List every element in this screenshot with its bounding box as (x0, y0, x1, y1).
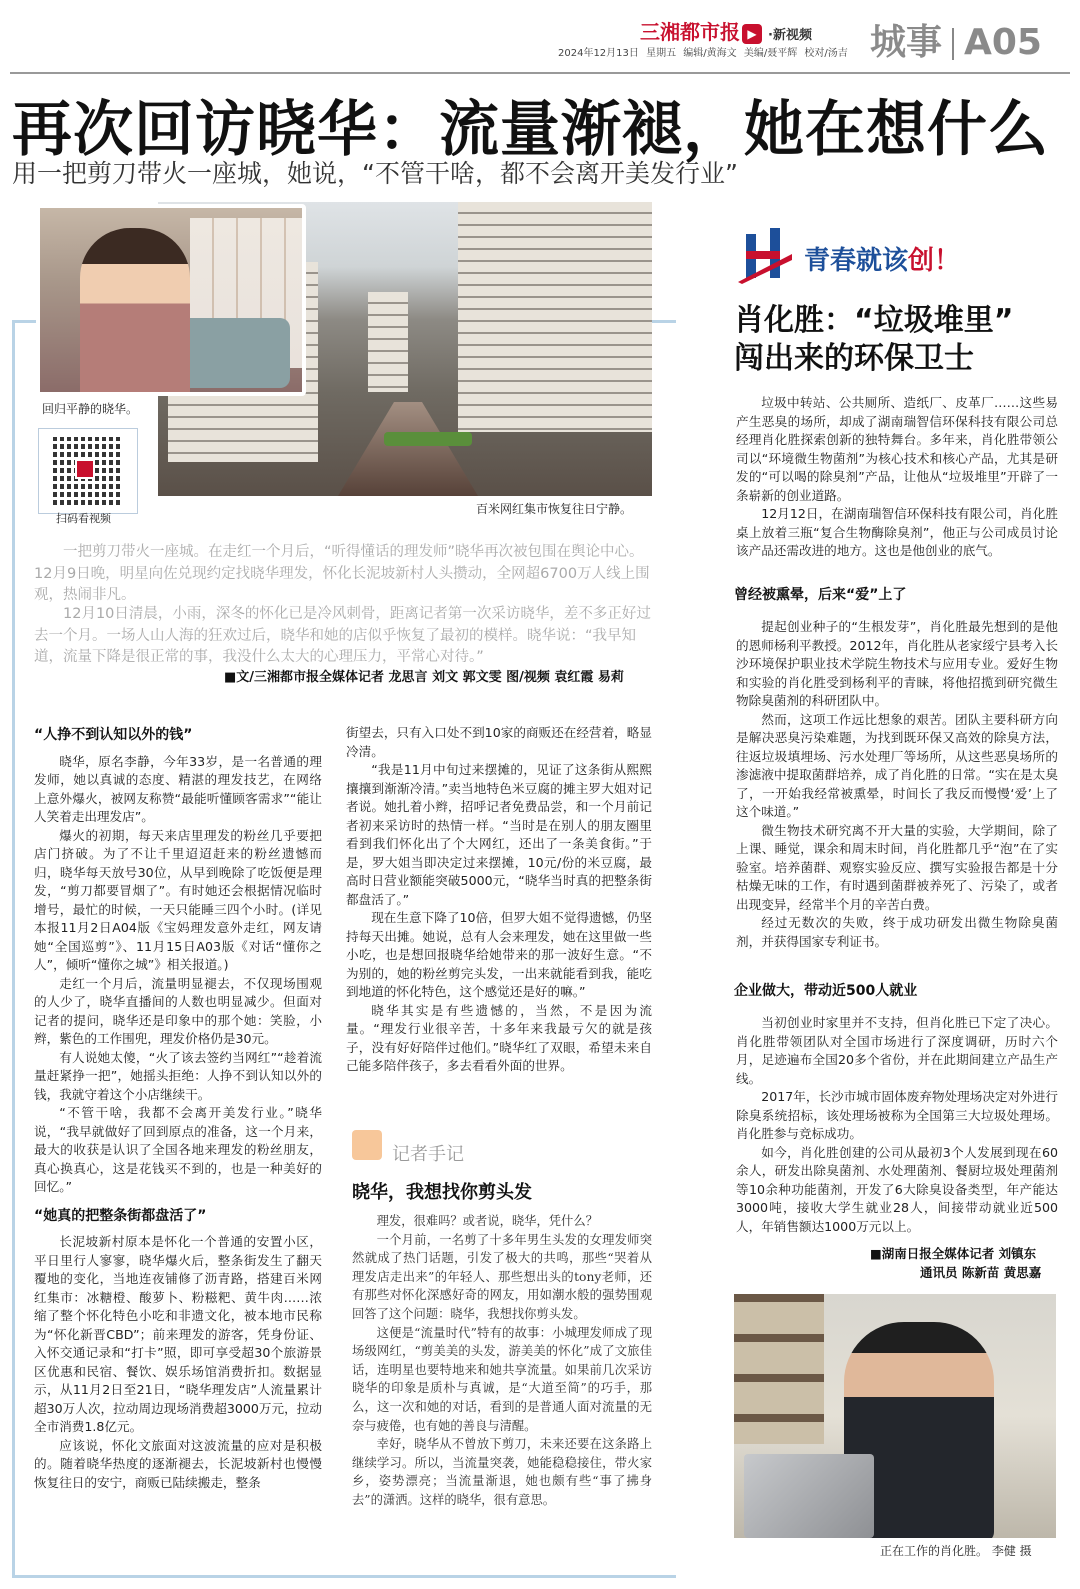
byline-correspondents: 通讯员 陈新苗 黄思嘉 (920, 1265, 1042, 1280)
headline: 再次回访晓华：流量渐褪，她在想什么 (12, 95, 1049, 165)
newspaper-brand (640, 16, 812, 45)
youth-logo-icon (736, 224, 794, 284)
paragraph: 垃圾中转站、公共厕所、造纸厂、皮革厂……这些易产生恶臭的场所，却成了湖南瑞智信环保科技有限公司总经理肖化胜探索创新的独特舞台。多年来，肖化胜带领公司以“环境微生物菌剂”为核心技术和核心产品，尤其是研发的“可以喝的除臭剂”产品，让他从“垃圾堆里”开辟了一条崭新的创业道路。 (736, 395, 1058, 503)
title-line-2: 闯出来的环保卫士 (734, 341, 974, 376)
right-intro (736, 394, 1058, 561)
lead-paragraph-2: 12月10日清晨，小雨，深冬的怀化已是冷风刺骨，距离记者第一次采访晓华，差不多正好过去一个月。一场人山人海的狂欢过后，晓华和她的店似乎恢复了最初的模样。晓华说：“我早知道，流量下降是很正常的事，我没什么太大的心理压力，平常心对待。” (34, 606, 651, 665)
proofreader: 校对/汤吉 (804, 48, 848, 59)
paragraph: 有人说她太傻，“火了该去签约当网红”“趁着流量赶紧挣一把”，她摇头拒绝：人挣不到认知以外的钱，我就守着这个小店继续干。 (34, 1049, 322, 1102)
paragraph: 爆火的初期，每天来店里理发的粉丝几乎要把店门挤破。为了不让千里迢迢赶来的粉丝遗憾而归，晓华每天放号30位，从早到晚除了吃饭便是理发，“剪刀都要冒烟了”。有时她还会根据情况临时增号，最忙的时候，一天只能睡三四个小时。(详见本报11月2日A04版《宝妈理发意外走红，网友请她“全国巡剪”》、11月15日A03版《对话“懂你之人”，倾听“懂你之城”》相关报道。) (34, 827, 322, 972)
paragraph: 当初创业时家里并不支持，但肖化胜已下定了决心。肖化胜带领团队对全国市场进行了深度调研，历时六个月，足迹遍布全国20多个省份，并在此期间建立产品生产线。 (736, 1015, 1058, 1086)
issue-weekday: 星期五 (646, 48, 677, 59)
badge-main: 青春就该 (804, 246, 909, 276)
lead-paragraph-1: 一把剪刀带火一座城。在走红一个月后，“听得懂话的理发师”晓华再次被包围在舆论中心。12月9日晚，明星向佐兑现约定找晓华理发，怀化长泥坡新村人头攒动，全网超6700万人线上围观，热闹非凡。 (34, 544, 650, 603)
right-article-title (734, 302, 1013, 378)
person-figure (80, 228, 190, 396)
paragraph: 12月12日，在湖南瑞智信环保科技有限公司，肖化胜桌上放着三瓶“复合生物酶除臭剂”，他正与公司成员讨论该产品还需改进的地方。这也是他创业的底气。 (736, 506, 1058, 558)
issue-date: 2024年12月13日 (558, 48, 639, 59)
worker-photo (734, 1294, 1056, 1538)
paragraph: 长泥坡新村原本是怀化一个普通的安置小区，平日里行人寥寥，晓华爆火后，整条街发生了翻天覆地的变化，当地连夜铺修了沥青路，搭建百米网红集市：冰糖橙、酸萝卜、粉糍粑、黄牛肉……浓缩了整个怀化特色小吃和非遗文化，被本地市民称为“怀化新晋CBD”；前来理发的游客，凭身份证、入怀交通记录和“打卡”照，即可享受超30个旅游景区优惠和民宿、餐饮、娱乐场馆消费折扣。数据显示，从11月2日至21日，“晓华理发店”人流量累计超30万人次，拉动周边现场消费超3000万元，拉动全市消费1.8亿元。 (34, 1234, 322, 1434)
video-icon: ▶ (742, 24, 762, 44)
editor: 编辑/黄海文 (683, 48, 737, 59)
paragraph: 微生物技术研究离不开大量的实验，大学期间，除了上课、睡觉，课余和周末时间，肖化胜都几乎“泡”在了实验室。培养菌群、观察实验反应、撰写实验报告都是十分枯燥无味的工作，有时遇到菌群被养死了、污染了，或者出现变异，经常半个月的辛苦白费。 (736, 822, 1058, 912)
badge-emphasis: 创！ (908, 246, 961, 276)
paragraph: 提起创业种子的“生根发芽”，肖化胜最先想到的是他的恩师杨利平教授。2012年，肖化胜从老家绥宁县考入长沙环境保护职业技术学院生物技术与应用专业。爱好生物和实验的肖化胜受到杨利平的青睐，将他招揽到研究微生物除臭菌剂的科研团队中。 (736, 619, 1058, 708)
section-divider (952, 28, 954, 60)
section-heading-1: “人挣不到认知以外的钱” (34, 727, 193, 743)
qr-logo-icon (75, 459, 95, 479)
street-sign (384, 432, 472, 446)
laptop (744, 1454, 874, 1538)
section-heading-2: “她真的把整条街都盘活了” (34, 1207, 207, 1224)
building-far (368, 292, 408, 392)
right-section-1 (736, 618, 1058, 951)
paragraph: 应该说，怀化文旅面对这波流量的应对是积极的。随着晓华热度的逐渐褪去，长泥坡新村也慢慢恢复往日的安宁，商贩已陆续搬走，整条 (34, 1437, 322, 1490)
paragraph: 晓华其实是有些遗憾的，当然，不是因为流量。“理发行业很辛苦，十多年来我最亏欠的就是孩子，没有好好陪伴过他们。”晓华红了双眼，希望未来自己能多陪伴孩子，多去看看外面的世界。 (346, 1002, 652, 1073)
street (338, 402, 478, 496)
paragraph: 然而，这项工作远比想象的艰苦。团队主要科研方向是解决恶臭污染难题，为找到既环保又高效的除臭方法，往返垃圾填埋场、污水处理厂等场所，从这些恶臭场所的渗滤液中提取菌群培养，成了肖化胜的日常。“实在是太臭了，一开始我经常被熏晕，时间长了我反而慢慢‘爱’上了这个味道。” (736, 711, 1058, 819)
qr-code-box[interactable] (38, 428, 138, 514)
paragraph: 一个月前，一名剪了十多年男生头发的女理发师突然就成了热门话题，引发了极大的共鸣，那些“哭着从理发店走出来”的年轻人、那些想出头的tony老师，还有那些对怀化深感好奇的网友，用如潮水般的强势围观回答了这个问题：晓华，我想找你剪头发。 (352, 1232, 652, 1321)
issue-meta (558, 44, 852, 59)
reporter-note (352, 1212, 652, 1510)
paragraph: 现在生意下降了10倍，但罗大姐不觉得遗憾，仍坚持每天出摊。她说，总有人会来理发，她在这里做一些小吃，也是想回报晓华给她带来的那一波好生意。“不为别的，她的粉丝剪完头发，一出来就能看到我，能吃到地道的怀化特色，这个感觉还是好的嘛。” (346, 910, 652, 999)
paragraph: 幸好，晓华从不曾放下剪刀，未来还要在这条路上继续学习。所以，当流量突袭，她能稳稳接住，带火家乡，姿势漂亮；当流量渐退，她也颇有些“事了拂身去”的潇洒。这样的晓华，很有意思。 (352, 1437, 652, 1507)
note-title: 晓华，我想找你剪头发 (352, 1182, 532, 1203)
section-header (870, 14, 1042, 65)
paragraph: “我是11月中旬过来摆摊的，见证了这条街从熙熙攘攘到渐渐冷清。”卖当地特色米豆腐的摊主罗大姐对记者说。她扎着小辫，招呼记者免费品尝，和一个月前记者初来采访时的热情一样。“当时是在别人的朋友圈里看到我们怀化出了个大网红，还出了一条美食街。”于是，罗大姐当即决定过来摆摊，10元/份的米豆腐，最高时日营业额能突破5000元，“晓华当时真的把整条街都盘活了。” (346, 762, 652, 907)
paragraph: 晓华，原名李静，今年33岁，是一名普通的理发师，她以真诚的态度、精湛的理发技艺，在网络上意外爆火，被网友称赞“最能听懂顾客需求”“能让人笑着走出理发店”。 (34, 753, 322, 824)
paragraph: 2017年，长沙市城市固体废弃物处理场决定对外进行除臭系统招标，该处理场被称为全国第三大垃圾处理场。肖化胜参与竞标成功。 (736, 1089, 1058, 1141)
section-name: 城事 (870, 22, 943, 63)
building-right (458, 202, 652, 432)
worker-caption: 正在工作的肖化胜。 李健 摄 (880, 1544, 1032, 1558)
page-number: A05 (964, 22, 1042, 63)
paragraph: 街望去，只有入口处不到10家的商贩还在经营着，略显冷清。 (346, 725, 652, 759)
right-heading-2: 企业做大，带动近500人就业 (734, 983, 918, 999)
title-line-1: 肖化胜：“垃圾堆里” (734, 303, 1014, 338)
paragraph: 理发，很难吗？或者说，晓华，凭什么？ (376, 1214, 598, 1228)
brand-sub: ·新视频 (768, 28, 812, 43)
portrait-photo (36, 204, 306, 396)
note-label: 记者手记 (392, 1144, 464, 1165)
qr-caption: 扫码看视频 (56, 512, 111, 525)
right-heading-1: 曾经被熏晕，后来“爱”上了 (734, 587, 907, 603)
header-rule (10, 72, 1070, 74)
byline-reporter: ■湖南日报全媒体记者 刘镇东 (870, 1246, 1037, 1261)
column-badge (804, 240, 960, 277)
note-icon (352, 1130, 382, 1160)
paragraph: 经过无数次的失败，终于成功研发出微生物除臭菌剂，并获得国家专利证书。 (736, 915, 1058, 949)
paragraph: 走红一个月后，流量明显褪去，不仅现场围观的人少了，晓华直播间的人数也明显减少。但面对记者的提问，晓华还是印象中的那个她：笑脸，小辫，紫色的工作围兜，理发价格仍是30元。 (34, 975, 322, 1046)
right-section-2 (736, 1014, 1058, 1236)
paragraph: 这便是“流量时代”特有的故事：小城理发师成了现场级网红，“剪美美的头发，游美美的怀化”成了文旅佳话，连明星也要特地来和她共享流量。如果前几次采访晓华的印象是质朴与真诚，是“大道至简”的巧手，那么，这一次和她的对话，看到的是普通人面对流量的无奈与疲倦，也有她的善良与清醒。 (352, 1325, 652, 1433)
bookshelf (734, 1294, 824, 1444)
subheadline: 用一把剪刀带火一座城，她说，“不管干啥，都不会离开美发行业” (12, 159, 738, 188)
right-byline (870, 1244, 1041, 1282)
column-2 (346, 724, 652, 1076)
column-1 (34, 716, 322, 1492)
portrait-caption: 回归平静的晓华。 (42, 402, 139, 416)
article-byline: ■文/三湘都市报全媒体记者 龙思言 刘文 郭文雯 图/视频 袁红霞 易莉 (224, 670, 624, 685)
brand-name: 三湘都市报 (640, 20, 740, 44)
art-editor: 美编/聂平辉 (743, 48, 798, 59)
street-caption: 百米网红集市恢复往日宁静。 (476, 502, 633, 516)
paragraph: “不管干啥，我都不会离开美发行业。”晓华说，“我早就做好了回到原点的准备，这一个月来，最大的收获是认识了全国各地来理发的粉丝朋友，真心换真心，这是花钱买不到的，也是一种美好的回忆。” (34, 1105, 322, 1194)
paragraph: 如今，肖化胜创建的公司从最初3个人发展到现在60余人，研发出除臭菌剂、水处理菌剂、餐厨垃圾处理菌剂等10余种功能菌剂，开发了6大除臭设备类型，年产能达3000吨，接收大学生就业28人，间接带动就业近500人，年销售额达1000万元以上。 (736, 1144, 1058, 1234)
